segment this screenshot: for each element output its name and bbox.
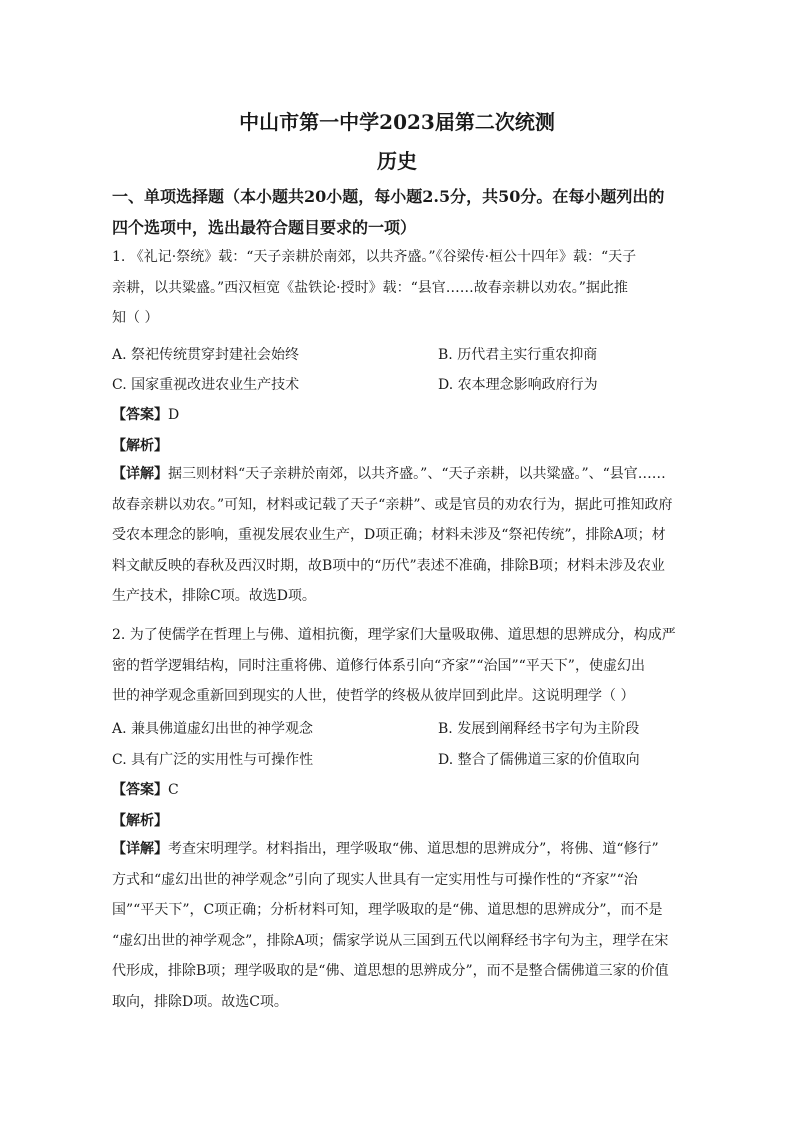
section-heading <box>112 181 688 243</box>
question-2-detail: 【详解】考查宋明理学。材料指出，理学吸取“佛、道思想的思辨成分”，将佛、道“修行” 方式和“虚幻出世的神学观念”引向了现实人世具有一定实用性与可操作性的“齐家”“治 国”“平天下”，C项正确；分析材料可知，理学吸取的是“佛、道思想的思辨成分”，而不是 “虚幻出世的神学观念”，排除A项；儒家学说从三国到五代以阐释经书字句为主，理学在宋 代形成，排除B项；理学吸取的是“佛、道思想的思辨成分”，而不是整合儒佛道三家的价值 取向，排除D项。故选C项。 <box>112 841 669 1010</box>
exam-subject: 历史 <box>377 149 417 173</box>
question-2-line-2: 密的哲学逻辑结构，同时注重将佛、道修行体系引向“齐家”“治国”“平天下”，使虚幻出 <box>112 657 645 674</box>
question-1-detail: 【详解】据三则材料“天子亲耕於南郊，以共齐盛。”、“天子亲耕，以共粱盛。”、“县官…… 故春亲耕以劝农。”可知，材料或记载了天子“亲耕”、或是官员的劝农行为，据此可推知政府 受农本理念的影响，重视发展农业生产，D项正确；材料未涉及“祭祀传统”，排除A项；材 料文献反映的春秋及西汉时期，故B项中的“历代”表述不准确，排除B项；材料未涉及农业 生产技术，排除C项。故选D项。 <box>112 466 673 604</box>
answer-value: D <box>168 407 180 423</box>
question-1-analysis-label: 【解析】 <box>112 438 168 454</box>
detail-label: 【详解】 <box>112 841 168 857</box>
question-1-answer <box>112 404 179 424</box>
question-1-option-a: A. 祭祀传统贯穿封建社会始终 <box>112 347 300 363</box>
question-2-option-c: C. 具有广泛的实用性与可操作性 <box>112 752 314 768</box>
question-1-stem <box>112 242 688 334</box>
question-2-line-1: 2. 为了使儒学在哲理上与佛、道相抗衡，理学家们大量吸取佛、道思想的思辨成分，构成严 <box>112 627 676 643</box>
question-1-line-3: 知（ ） <box>112 310 159 326</box>
question-1-line-1: 1. 《礼记·祭统》载：“天子亲耕於南郊，以共齐盛。”《谷梁传·桓公十四年》载：“天子 <box>112 249 637 265</box>
question-1-line-2: 亲耕，以共粱盛。”西汉桓宽《盐铁论·授时》载：“县官……故春亲耕以劝农。”据此推 <box>112 279 628 296</box>
question-2-option-a: A. 兼具佛道虚幻出世的神学观念 <box>112 721 314 737</box>
answer-value: C <box>168 782 179 798</box>
question-1-option-c: C. 国家重视改进农业生产技术 <box>112 377 300 393</box>
question-1-option-b: B. 历代君主实行重农抑商 <box>438 347 598 363</box>
section-heading-line-2: 四个选项中，选出最符合题目要求的一项） <box>112 218 417 237</box>
question-2-option-d: D. 整合了儒佛道三家的价值取向 <box>438 752 640 768</box>
exam-title: 中山市第一中学2023届第二次统测 <box>239 110 555 134</box>
question-2-option-b: B. 发展到阐释经书字句为主阶段 <box>438 721 640 737</box>
detail-label: 【详解】 <box>112 466 168 482</box>
answer-label: 【答案】 <box>112 782 168 798</box>
question-2-answer <box>112 779 179 799</box>
question-2-line-3: 世的神学观念重新回到现实的人世，使哲学的终极从彼岸回到此岸。这说明理学（ ） <box>112 688 635 704</box>
question-2-analysis-label: 【解析】 <box>112 813 168 829</box>
section-heading-line-1: 一、单项选择题（本小题共20小题，每小题2.5分，共50分。在每小题列出的 <box>112 187 665 206</box>
question-1-option-d: D. 农本理念影响政府行为 <box>438 377 598 393</box>
question-2-stem <box>112 620 688 712</box>
answer-label: 【答案】 <box>112 407 168 423</box>
